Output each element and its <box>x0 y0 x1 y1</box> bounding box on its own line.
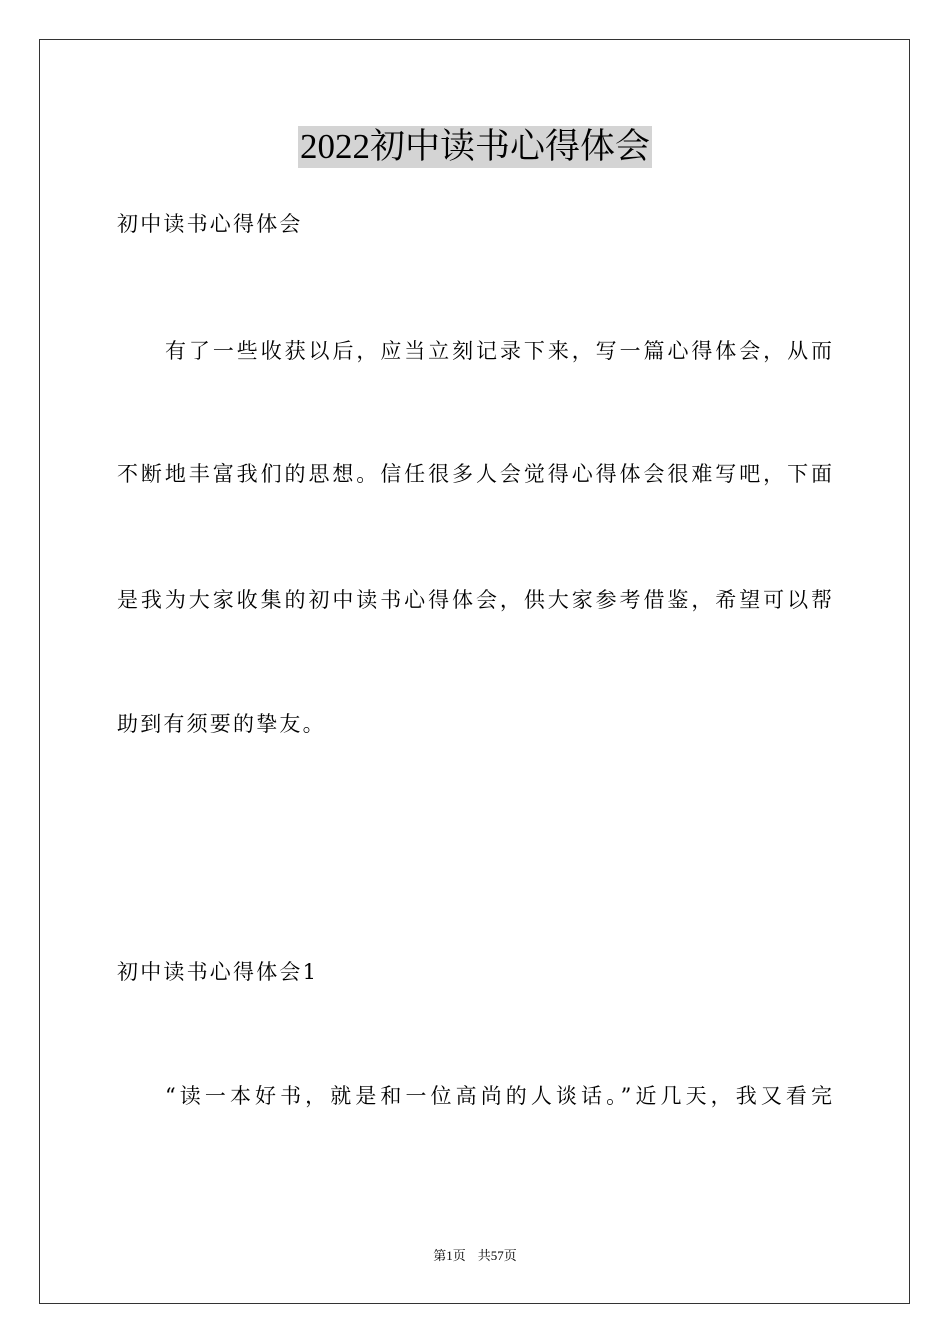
document-title: 2022初中读书心得体会 <box>299 127 650 166</box>
section-heading: 初中读书心得体会1 <box>117 960 319 984</box>
intro-line-3: 是我为大家收集的初中读书心得体会，供大家参考借鉴，希望可以帮 <box>117 588 832 612</box>
page-number-total: 共57页 <box>477 1248 517 1263</box>
page-number-current: 第1页 <box>433 1248 466 1263</box>
document-subtitle: 初中读书心得体会 <box>117 212 303 236</box>
intro-line-1: 有了一些收获以后，应当立刻记录下来，写一篇心得体会，从而 <box>165 339 832 363</box>
title-container <box>0 126 950 168</box>
section-line-1: “读一本好书，就是和一位高尚的人谈话。”近几天，我又看完 <box>165 1084 832 1108</box>
intro-line-4: 助到有须要的挚友。 <box>117 712 326 736</box>
intro-line-2: 不断地丰富我们的思想。信任很多人会觉得心得体会很难写吧，下面 <box>117 462 832 486</box>
page-footer <box>0 1247 950 1265</box>
